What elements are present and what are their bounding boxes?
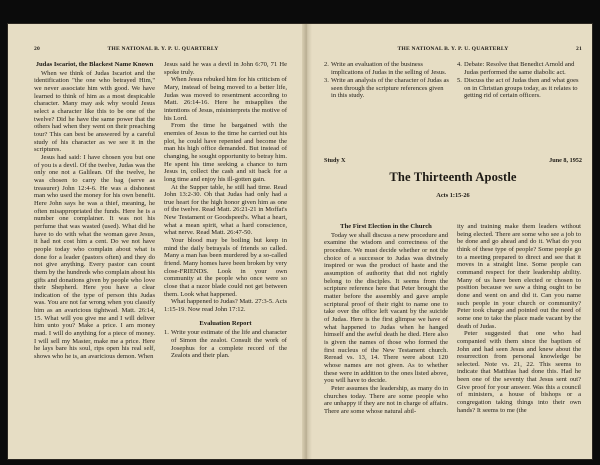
evaluation-list-continued-1: [324, 61, 450, 101]
list-item: [164, 329, 287, 359]
left-column-2: [164, 61, 287, 361]
right-column-2: [457, 223, 581, 414]
paragraph: Jesus had said: I have chosen you but one of you is a devil. Of the twelve, Judas was the only one not a Galilean. Of the twelve, he was chosen to carry the bag (serve as treasurer) John 12:4-6. He was a dishonest man who used the money for his own benefit. Here John says he was a thief, meaning, he often misappropriated the funds. Here he is a number one complainer. It was not his perfume that was wasted (used). What did he have to do with what the woman gave Jesus, it had not cost him a cent. Do we not have people today who complain about what is done for a leader (pastors often) and they do not give anything. Every pastor can count them by the hundreds who complain about his gifts and donations given by people who love their Shepherd. Here you have a clear indication of the type of person this Judas was. You are not far wrong when you classify him as an avaricious tightwad. Matt. 26:14, 15. What will you give me and I will deliver him unto you? Make a price. I am money mad. I will do anything for a piece of money. I will sell my Master, make me a price. Here he lays bare his soul, rips open his real self, shows who he is, an avaricious demon. When: [34, 154, 155, 361]
paragraph: When Jesus rebuked him for his criticism of Mary, instead of being moved to a better life, Judas was moved to resentment according to Matt. 26:14-16. Here he misapplies the intentions of Jesus, misinterprets the motive of his Lord.: [164, 76, 287, 122]
list-item-text: Write your estimate of the life and character of Simon the zealot. Consult the work of Josephus for a complete record of the Zealots and their plan.: [171, 329, 287, 360]
magazine-spread: [8, 24, 592, 459]
study-date: June 8, 1952: [549, 157, 582, 164]
list-item: [457, 77, 581, 100]
paragraph: From the time he bargained with the enemies of Jesus to the time he carried out his plot, he could have repented and become the man his high office demanded. But instead of changing, he sought opportunity to betray him. He spent his time seeking a chance to turn Jesus in, collect the cash and sit back for a long time and enjoy his ill-gotten gain.: [164, 122, 287, 183]
section-heading-first-election: The First Election in the Church: [340, 223, 432, 230]
section-heading-judas: Judas Iscariot, the Blackest Name Known: [35, 61, 154, 68]
list-item-text: Discuss the act of Judas then and what goes on in Christian groups today, as it relates to getting rid of certain officers.: [464, 77, 579, 100]
list-item-text: Write an analysis of the character of Judas as seen through the scripture references given in this study.: [331, 77, 449, 100]
paragraph: Peter assumes the leadership, as many do in churches today. There are some people who are unhappy if they are not in charge of affairs. There are some whose natural abil-: [324, 384, 448, 415]
lesson-title: The Thirteenth Apostle: [389, 170, 517, 184]
right-running-head: THE NATIONAL B. Y. P. U. QUARTERLY: [397, 46, 509, 52]
paragraph: What happened to Judas? Matt. 27:3-5. Acts 1:15-19. Now read John 17:12.: [164, 298, 287, 313]
left-page: [8, 24, 302, 459]
paragraph: At the Supper table, he still had time. Read John 13:2-30. Oh that Judas had only had a true heart for the high honor given him as one of the twelve. Read Matt. 26:21-21 in Moffat's New Testament or Goodspeed's. What a heart, what a mean spirit, what a hard conscience, what nerve. Read Matt. 26:47-50.: [164, 183, 287, 237]
page-gutter: [302, 24, 312, 459]
right-column-1: [324, 223, 448, 416]
list-item: [457, 61, 581, 76]
evaluation-list: [164, 329, 287, 359]
list-item-number: 5.: [457, 77, 462, 85]
paragraph: When we think of Judas Iscariot and the identification "the one who betrayed Him," we never associate him with good. We have learned to think of him as a most despicable character. Many may ask why would Jesus select a character like this to be one of the twelve? Did he have the same power that the others had when they went on their preaching tour? This can best be answered by a careful study of his character as we see it in the scriptures.: [34, 69, 155, 154]
list-item-number: 1.: [164, 329, 169, 337]
right-page-number: 21: [576, 46, 582, 52]
list-item-number: 4.: [457, 61, 462, 68]
study-label: Study X: [324, 157, 346, 164]
right-page: [312, 24, 592, 459]
paragraph: Today we shall discuss a new procedure and examine the wisdom and correctness of the procedure. We must decide whether or not the choice of a successor to Judas was divinely inspired or was the product of haste and the assumption of authority that did not rightly belong to the disciples. It seems from the scripture reference here that Peter brought the matter before the assembly and gave ample scriptural proof of their right to name one to take over the office left vacant by the suicide of Judas. Here is the first glimpse we have of what happened to Judas when he hanged himself and the awful death he died. Here also is given the names of those who formed the first nucleus of the New Testament church. Reread vs. 13, 14. There were about 120 whose names are not given. As to whether these were in addition to the ones listed above, you will have to decide.: [324, 231, 448, 385]
evaluation-list-continued-2: [457, 61, 581, 101]
list-item: [324, 77, 450, 100]
left-running-head: THE NATIONAL B. Y. P. U. QUARTERLY: [107, 46, 219, 52]
left-column-1: [34, 61, 155, 361]
scripture-reference: Acts 1:15-26: [436, 192, 470, 199]
list-item-text: Write an evaluation of the business implications of Judas in the selling of Jesus.: [331, 61, 447, 76]
list-item-number: 3.: [324, 77, 329, 85]
left-page-number: 20: [34, 46, 40, 52]
list-item-text: Debate: Resolve that Benedict Arnold and Judas performed the same diabolic act.: [464, 61, 575, 76]
list-item-number: 2.: [324, 61, 329, 68]
paragraph: ity and training make them leaders without being elected. There are some who see a job to be done and go ahead and do it. What do you think of these type of people? Some people go to a meeting prepared to direct and see that it moves in a straight line. Some people can command respect for their leadership ability. Many of us have been elected or chosen to position because we saw a thing ought to be done and went on and did it. Can you name such people in your church or community? Peter took charge and pointed out the need of some one to take the place made vacant by the death of Judas.: [457, 223, 581, 330]
list-item: [324, 61, 450, 76]
paragraph: Peter suggested that one who had companied with them since the baptism of John and had seen Jesus and knew about the resurrection from personal knowledge be selected. Note vs. 21, 22. This seems to indicate that Matthias had done this. Had he been one of the seventy that Jesus sent out? Give proof for your answer. Was this a council of ministers, a house of bishops or a congregation taking things into their own hands? It seems to me (the: [457, 330, 581, 414]
paragraph: Jesus said he was a devil in John 6:70, 71 He spoke truly.: [164, 61, 287, 76]
evaluation-heading: Evaluation Report: [199, 319, 252, 327]
paragraph: Your blood may be boiling but keep in mind the daily betrayals of friends so called. Many a man has been murdered by a so-called friend. Many homes have been broken by very close-FRIENDS. Look in your own community at the people who once were so close that a razor blade could not get between them. Look what happened.: [164, 237, 287, 298]
